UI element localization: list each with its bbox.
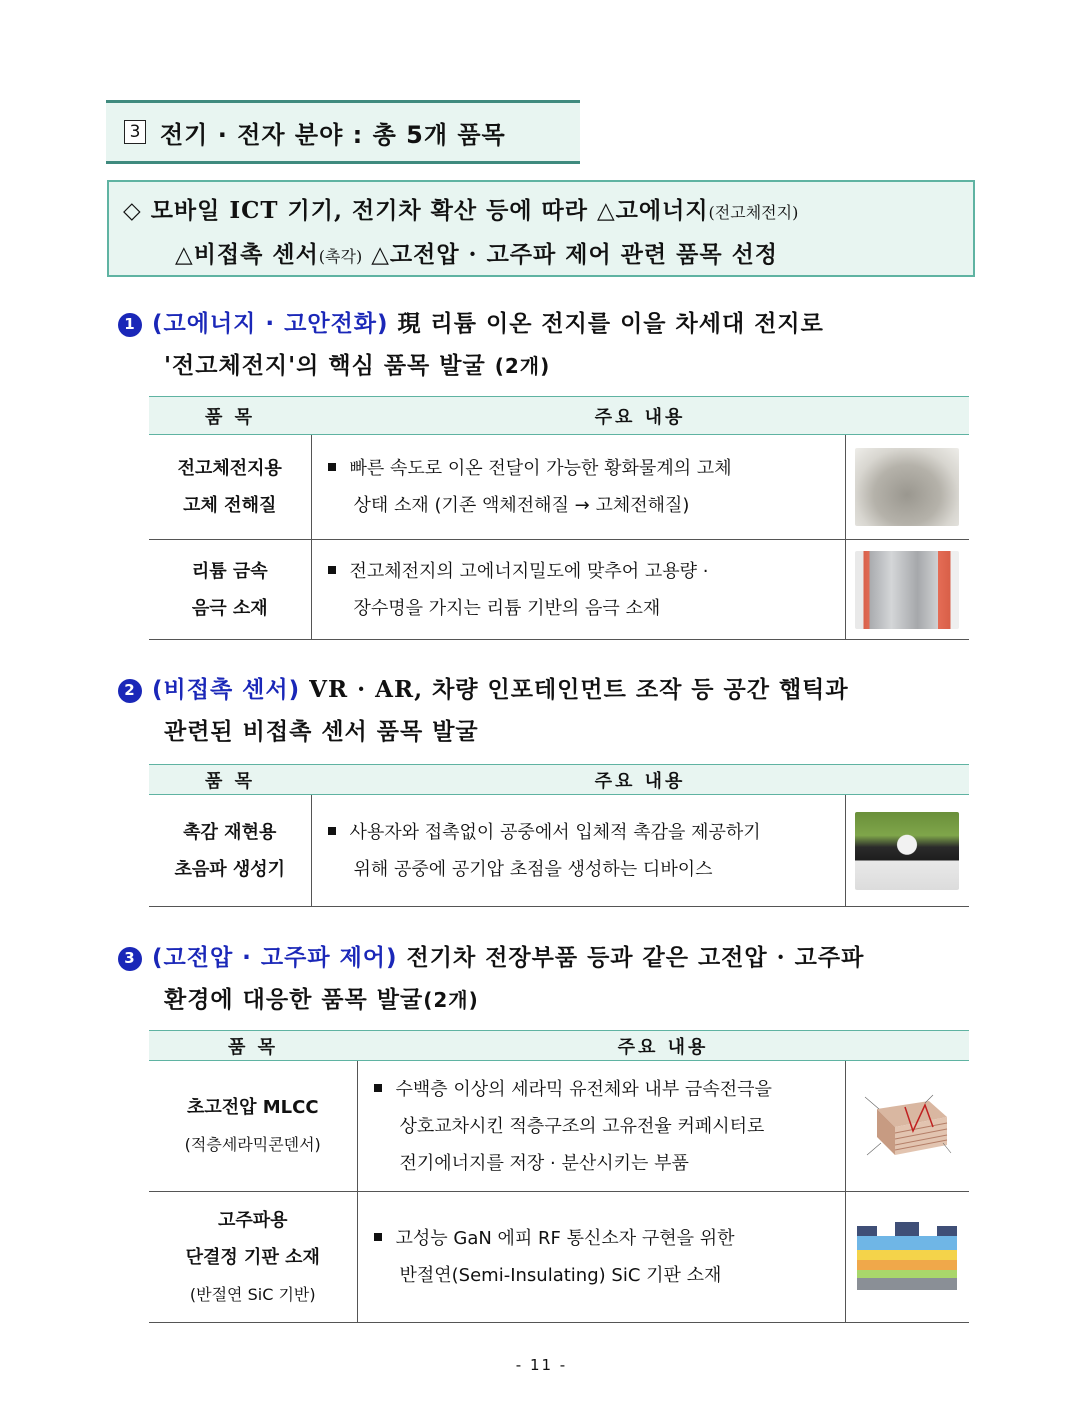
row-name-line-1: 촉감 재현용: [183, 821, 277, 843]
row-desc: [311, 435, 845, 540]
item-number-badge: 2: [118, 679, 142, 703]
table-header-row: [149, 765, 969, 795]
row-name-line-2: 초음파 생성기: [174, 858, 286, 880]
foil-roll-image: [855, 551, 959, 629]
row-desc-line-2: 상호교차시킨 적층구조의 고유전율 커페시터로: [399, 1115, 765, 1137]
item-1-heading: [118, 303, 824, 387]
item-heading-line-1: 現 리튬 이온 전지를 이을 차세대 전지로: [388, 310, 824, 337]
row-name-line-2: (적층세라믹콘덴서): [184, 1135, 321, 1154]
row-name: [149, 435, 311, 540]
summary-line-1: [123, 190, 959, 234]
row-desc-line-1: 전고체전지의 고에너지밀도에 맞추어 고용량 ·: [349, 560, 709, 582]
table-row: [149, 795, 969, 907]
row-desc-line-1: 사용자와 접촉없이 공중에서 입체적 촉감을 제공하기: [349, 821, 761, 843]
page-number: - 11 -: [515, 1356, 568, 1374]
row-desc-line-3: 전기에너지를 저장 · 분산시키는 부품: [399, 1152, 689, 1174]
row-desc-line-2: 장수명을 가지는 리튬 기반의 음극 소재: [353, 597, 661, 619]
square-bullet-icon: [374, 1233, 382, 1241]
section-number: 3: [124, 120, 146, 144]
row-name-line-2: 단결정 기판 소재: [185, 1246, 320, 1268]
square-bullet-icon: [328, 463, 336, 471]
header-item: 품 목: [149, 765, 311, 795]
mlcc-diagram-image: [855, 1087, 959, 1165]
row-name: [149, 540, 311, 640]
row-image-cell: [845, 1192, 969, 1323]
header-content: 주요 내용: [357, 1031, 969, 1061]
summary-line-2: [123, 234, 959, 278]
item-3-table: [149, 1030, 969, 1323]
item-heading-line-2: '전고체전지'의 핵심 품목 발굴: [164, 352, 495, 379]
item-1-table: [149, 396, 969, 640]
row-name: [149, 1061, 357, 1192]
header-item: 품 목: [149, 1031, 357, 1061]
sic-layer-diagram-image: [855, 1218, 959, 1296]
row-desc: [311, 540, 845, 640]
row-desc-line-1: 수백층 이상의 세라믹 유전체와 내부 금속전극을: [395, 1078, 772, 1100]
row-name-line-1: 고주파용: [217, 1209, 288, 1231]
summary-box: [107, 180, 975, 277]
square-bullet-icon: [328, 827, 336, 835]
table-header-row: [149, 1031, 969, 1061]
row-desc-line-2: 반절연(Semi-Insulating) SiC 기판 소재: [399, 1265, 722, 1286]
row-desc-line-1: 고성능 GaN 에피 RF 통신소자 구현을 위한: [395, 1228, 735, 1249]
item-heading-line-1: VR · AR, 차량 인포테인먼트 조작 등 공간 햅틱과: [300, 676, 849, 703]
table-row: [149, 435, 969, 540]
header-item: 품 목: [149, 397, 311, 435]
row-image-cell: [845, 1061, 969, 1192]
row-name-line-1: 초고전압 MLCC: [186, 1097, 319, 1118]
header-content: 주요 내용: [311, 765, 969, 795]
summary-line-2-a: △비접촉 센서: [175, 241, 319, 268]
ultrasonic-device-image: [855, 812, 959, 890]
table-row: [149, 1192, 969, 1323]
row-image-cell: [845, 540, 969, 640]
section-header: [106, 100, 580, 164]
row-desc-line-2: 상태 소재 (기존 액체전해질 → 고체전해질): [353, 495, 690, 516]
row-name-line-3: (반절연 SiC 기반): [189, 1284, 316, 1304]
row-image-cell: [845, 795, 969, 907]
row-name-line-1: 리튬 금속: [191, 560, 268, 582]
header-content: 주요 내용: [311, 397, 969, 435]
summary-line-2-small: (촉각): [318, 247, 363, 266]
row-desc-line-1: 빠른 속도로 이온 전달이 가능한 황화물계의 고체: [349, 458, 732, 479]
row-desc-line-2: 위해 공중에 공기압 초점을 생성하는 디바이스: [353, 858, 713, 880]
powder-image: [855, 448, 959, 526]
item-2-table: [149, 764, 969, 907]
item-number-badge: 3: [118, 947, 142, 971]
row-name: [149, 1192, 357, 1323]
row-desc: [357, 1061, 845, 1192]
table-row: [149, 1061, 969, 1192]
item-tag: (비접촉 센서): [152, 677, 301, 703]
square-bullet-icon: [328, 566, 336, 574]
row-desc: [357, 1192, 845, 1323]
row-desc: [311, 795, 845, 907]
item-tag: (고전압 · 고주파 제어): [152, 945, 398, 971]
item-2-heading: [118, 669, 849, 752]
row-name-line-2: 고체 전해질: [183, 495, 277, 516]
item-heading-line-1: 전기차 전장부품 등과 같은 고전압 · 고주파: [397, 944, 865, 971]
item-number-badge: 1: [118, 313, 142, 337]
row-name: [149, 795, 311, 907]
summary-line-2-b: △고전압 · 고주파 제어 관련 품목 선정: [362, 241, 779, 268]
row-name-line-1: 전고체전지용: [177, 458, 282, 479]
item-count: (2개): [423, 988, 479, 1012]
item-3-heading: [118, 937, 864, 1021]
item-tag: (고에너지 · 고안전화): [152, 311, 389, 337]
square-bullet-icon: [374, 1084, 382, 1092]
section-title: 전기 · 전자 분야 : 총 5개 품목: [160, 120, 506, 149]
table-row: [149, 540, 969, 640]
item-heading-line-2: 관련된 비접촉 센서 품목 발굴: [164, 718, 479, 745]
table-header-row: [149, 397, 969, 435]
summary-line-1-small: (전고체전지): [708, 203, 799, 222]
row-name-line-2: 음극 소재: [191, 597, 268, 619]
item-heading-line-2: 환경에 대응한 품목 발굴: [164, 986, 424, 1013]
row-image-cell: [845, 435, 969, 540]
item-count: (2개): [494, 354, 551, 378]
summary-line-1-main: ◇ 모바일 ICT 기기, 전기차 확산 등에 따라 △고에너지: [123, 197, 709, 224]
